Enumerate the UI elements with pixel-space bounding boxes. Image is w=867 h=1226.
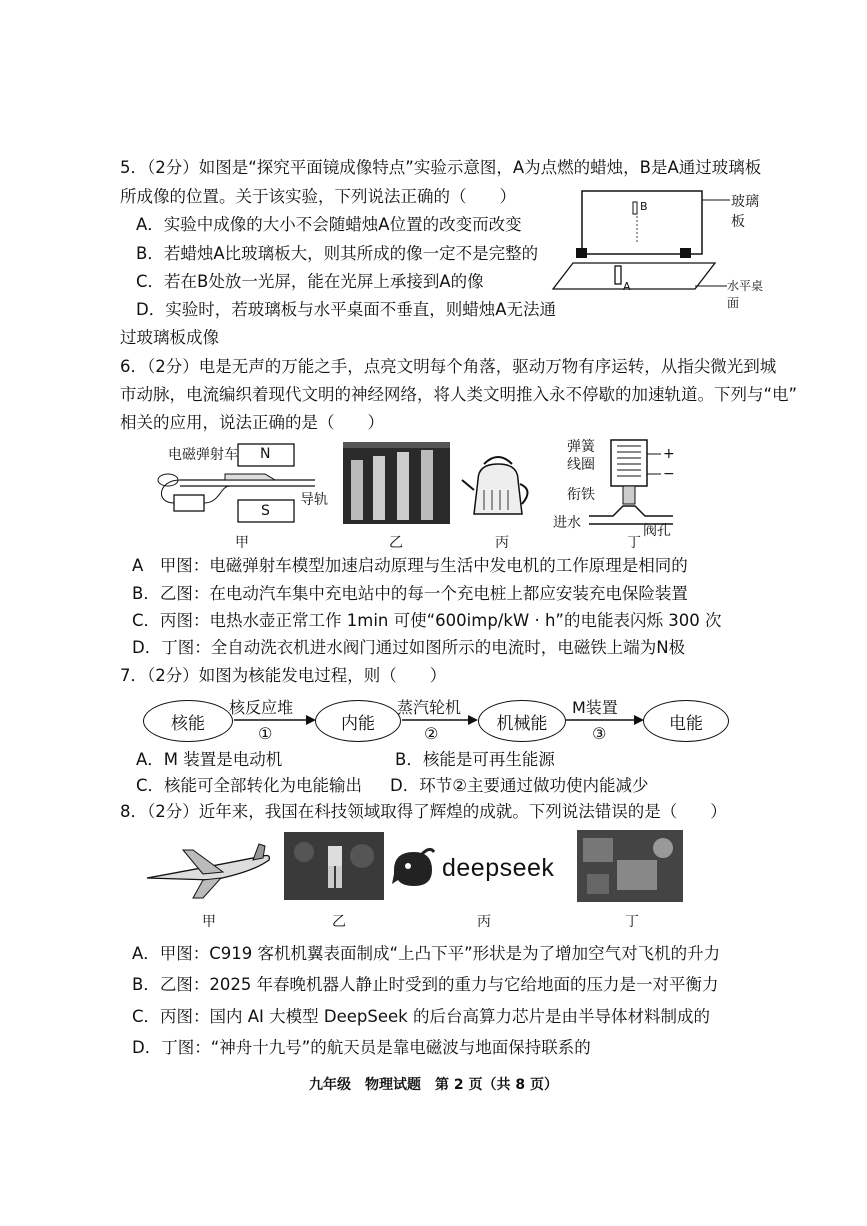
point-b-label: B — [640, 200, 648, 213]
q7-option-a: A．M 装置是电动机 — [136, 750, 283, 769]
q6-option-b: B．乙图：在电动汽车集中充电站中的每一个充电桩上都应安装充电保险装置 — [132, 584, 688, 603]
flow-node-internal: 内能 — [315, 700, 401, 742]
page-footer: 九年级 物理试题 第 2 页（共 8 页） — [309, 1077, 558, 1093]
q7-option-c: C．核能可全部转化为电能输出 — [136, 776, 363, 795]
q8-figure-jia-airplane — [143, 838, 273, 900]
q6-figure-yi-charging-station — [343, 442, 450, 524]
arrow1-top-label: 核反应堆 — [229, 698, 294, 717]
q8-figure-bing-logo — [388, 844, 572, 896]
magnet-s-label: S — [261, 503, 270, 519]
q5-option-c: C．若在B处放一光屏，能在光屏上承接到A的像 — [136, 272, 484, 291]
q6-stem-line2: 市动脉，电流编织着现代文明的神经网络，将人类文明推入永不停歇的加速轨道。下列与“电” — [120, 385, 798, 404]
q6-figure-ding-valve — [553, 436, 683, 539]
plus-terminal-label: + — [663, 446, 675, 462]
arrow3-top-label: M装置 — [572, 698, 618, 717]
glass-plate-label: 玻璃板 — [731, 194, 759, 230]
q5-option-b: B．若蜡烛A比玻璃板大，则其所成的像一定不是完整的 — [136, 244, 539, 263]
coil-label: 线圈 — [567, 457, 595, 473]
deepseek-logo-text: deepseek — [442, 854, 555, 882]
flow-node-electric: 电能 — [643, 700, 729, 742]
q8-figure-yi-robot-photo — [284, 832, 384, 900]
armature-label: 衔铁 — [567, 487, 595, 503]
q6-caption-ding: 丁 — [627, 535, 641, 551]
q8-option-d: D．丁图：“神舟十九号”的航天员是靠电磁波与地面保持联系的 — [132, 1038, 591, 1057]
flow-node-nuclear: 核能 — [143, 700, 233, 742]
arrow2-top-label: 蒸汽轮机 — [397, 698, 462, 717]
q6-stem-line3: 相关的应用，说法正确的是（ ） — [120, 413, 384, 432]
q5-option-d-line1: D．实验时，若玻璃板与水平桌面不垂直，则蜡烛A无法通 — [136, 300, 556, 319]
q7-option-d: D．环节②主要通过做功使内能减少 — [390, 776, 649, 795]
q8-figure-ding-space-photo — [577, 830, 683, 902]
q5-mirror-figure — [545, 188, 765, 310]
q6-caption-bing: 丙 — [495, 535, 509, 551]
q5-stem-line1: 5．（2分）如图是“探究平面镜成像特点”实验示意图，A为点燃的蜡烛，B是A通过玻璃板 — [120, 158, 762, 177]
flow-node-mechanical: 机械能 — [478, 700, 566, 742]
table-label: 水平桌面 — [727, 279, 764, 310]
q7-stem: 7．（2分）如图为核能发电过程，则（ ） — [120, 666, 447, 685]
spring-label: 弹簧 — [567, 439, 595, 455]
minus-terminal-label: − — [663, 466, 675, 482]
q7-option-b: B．核能是可再生能源 — [395, 750, 555, 769]
whale-logo-icon — [388, 844, 438, 894]
q8-option-a: A．甲图：C919 客机机翼表面制成“上凸下平”形状是为了增加空气对飞机的升力 — [132, 944, 721, 963]
q5-option-a: A．实验中成像的大小不会随蜡烛A位置的改变而改变 — [136, 215, 522, 234]
q5-stem-line2: 所成像的位置。关于该实验，下列说法正确的（ ） — [120, 187, 516, 206]
point-a-label: A — [623, 280, 631, 293]
q5-option-d-line2: 过玻璃板成像 — [120, 328, 219, 347]
arrow2-bottom-label: ② — [424, 724, 439, 743]
rail-label: 导轨 — [300, 492, 328, 508]
q8-caption-ding: 丁 — [625, 914, 639, 930]
q8-caption-jia: 甲 — [202, 914, 216, 930]
q8-stem: 8．（2分）近年来，我国在科技领域取得了辉煌的成就。下列说法错误的是（ ） — [120, 802, 727, 821]
q6-stem-line1: 6．（2分）电是无声的万能之手，点亮文明每个角落，驱动万物有序运转，从指尖微光到城 — [120, 357, 777, 376]
valve-hole-label: 阀孔 — [643, 523, 671, 539]
q6-caption-yi: 乙 — [389, 535, 403, 551]
magnet-n-label: N — [260, 446, 271, 462]
q8-option-c: C．丙图：国内 AI 大模型 DeepSeek 的后台高算力芯片是由半导体材料制成的 — [132, 1007, 710, 1026]
airplane-icon — [143, 838, 273, 900]
arrow1-bottom-label: ① — [258, 724, 273, 743]
q6-figure-jia — [150, 440, 330, 530]
q6-figure-bing-kettle — [460, 450, 536, 522]
q6-caption-jia: 甲 — [235, 535, 249, 551]
q6-option-d: D．丁图：全自动洗衣机进水阀门通过如图所示的电流时，电磁铁上端为N极 — [132, 638, 686, 657]
q8-option-b: B．乙图：2025 年春晚机器人静止时受到的重力与它给地面的压力是一对平衡力 — [132, 975, 719, 994]
q6-option-c: C．丙图：电热水壶正常工作 1min 可使“600imp/kW · h”的电能表闪烁 300 次 — [132, 611, 722, 630]
water-in-label: 进水 — [553, 515, 581, 531]
q8-caption-yi: 乙 — [332, 914, 346, 930]
electric-kettle-icon — [460, 450, 536, 522]
launcher-car-label: 电磁弹射车 — [168, 447, 238, 463]
q6-option-a: A 甲图：电磁弹射车模型加速启动原理与生活中发电机的工作原理是相同的 — [132, 556, 688, 575]
arrow3-bottom-label: ③ — [592, 724, 607, 743]
q8-caption-bing: 丙 — [477, 914, 491, 930]
